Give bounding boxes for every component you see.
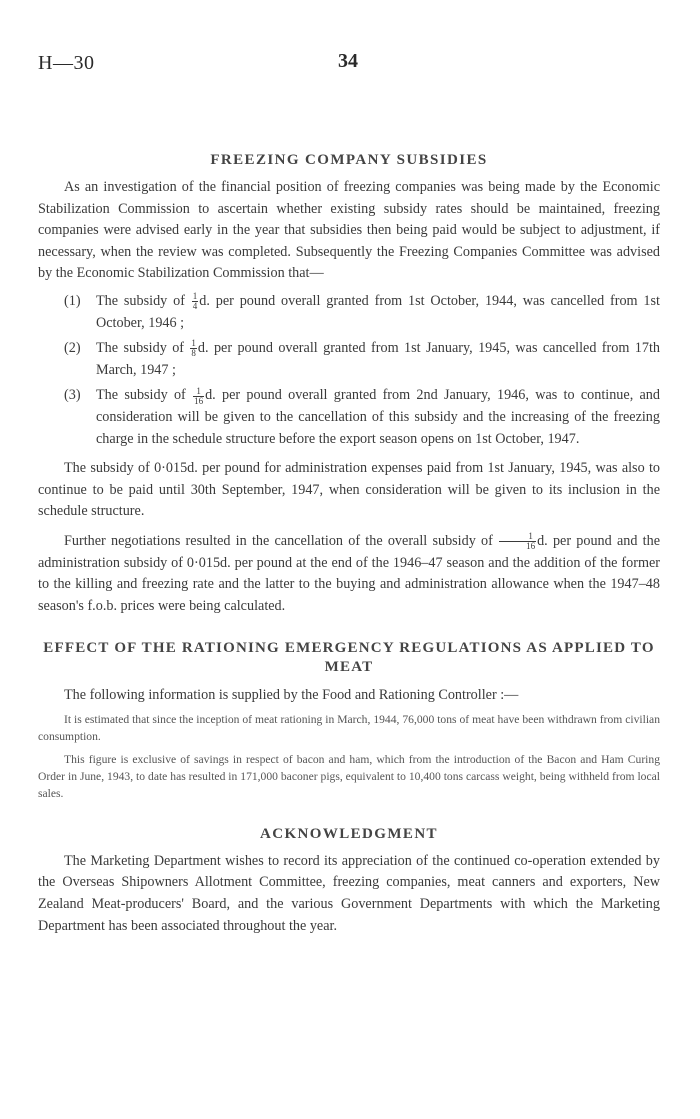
page-body — [38, 152, 660, 937]
fraction: $\frac{1}{4}$ — [192, 291, 198, 312]
fraction: $\frac{1}{16}$ — [194, 385, 204, 406]
fraction: $\frac{1}{16}$ — [499, 532, 536, 551]
section-heading-acknowledgment: ACKNOWLEDGMENT — [260, 825, 438, 842]
report-reference: H—30 — [38, 52, 95, 74]
acknowledgment-paragraph: The Marketing Department wishes to record its appreciation of the continued co-operation extended by the Overseas Shipowners Allotment Committee, freezing companies, meat canners and exporters, New Zealand Meat-producers' Board, and the various Government Departments with which the Marketing Department has been associated throughout the year. — [38, 852, 660, 934]
meat-withdrawal-paragraph: It is estimated that since the inception of meat rationing in March, 1944, 76,000 tons of meat have been withdrawn from civilian consumption. — [38, 712, 660, 743]
subsidy-list-item: (3) The subsidy of $\frac{1}{16}$ d. per pound overall granted from 2nd January, 1946, was to continue, and consideration will be given to the cancellation of this subsidy and the increasing of the freezing charge in the schedule structure before the export season opens on 1st October, 1947. — [64, 385, 660, 447]
fraction: $\frac{1}{8}$ — [191, 338, 196, 359]
subsidy-list-item: (2) The subsidy of $\frac{1}{8}$ d. per pound overall granted from 1st January, 1945, was cancelled from 17th March, 1947 ; — [64, 338, 660, 378]
section-heading-freezing-subsidies: FREEZING COMPANY SUBSIDIES — [210, 152, 488, 168]
subsidy-list — [38, 291, 660, 450]
administration-subsidy-paragraph: The subsidy of 0·015d. per pound for administration expenses paid from 1st January, 1945, was also to continue to be paid until 30th September, 1947, when consideration will be given to its inclusion in the schedule structure. — [38, 460, 660, 520]
list-item-number: (3) — [64, 387, 81, 404]
section-heading-rationing-regulations: EFFECT OF THE RATIONING EMERGENCY REGULATIONS AS APPLIED TO MEAT — [43, 640, 655, 676]
page-number: 34 — [338, 50, 358, 72]
list-item-number: (2) — [64, 340, 81, 357]
bacon-ham-paragraph: This figure is exclusive of savings in respect of bacon and ham, which from the introduction of the Bacon and Ham Curing Order in June, 1943, to date has resulted in 171,000 baconer pigs, equivalent to 10,400 tons carcass weight, being withheld from local sales. — [38, 752, 660, 800]
negotiations-paragraph: Further negotiations resulted in the cancellation of the overall subsidy of $\frac{1}{16}$ d. per pound and the administration subsidy of 0·015d. per pound at the end of the 1946–47 season and the addition of the former to the killing and freezing rate and the latter to the buying and administration allowance when the 1947–48 season's f.o.b. prices were being calculated. — [38, 531, 660, 614]
rationing-intro-paragraph: The following information is supplied by the Food and Rationing Controller :— — [64, 687, 519, 704]
subsidies-intro-paragraph: As an investigation of the financial position of freezing companies was being made by the Economic Stabilization Commission to ascertain whether existing subsidy rates should be maintained, freezing companies were advised early in the year that subsidies then being paid would be subject to adjustment, if necessary, when the review was completed. Subsequently the Freezing Companies Committee was advised by the Economic Stabilization Commission that— — [38, 179, 660, 282]
list-item-number: (1) — [64, 292, 81, 309]
subsidy-list-item: (1) The subsidy of $\frac{1}{4}$ d. per pound overall granted from 1st October, 1944, was cancelled from 1st October, 1946 ; — [64, 291, 660, 331]
